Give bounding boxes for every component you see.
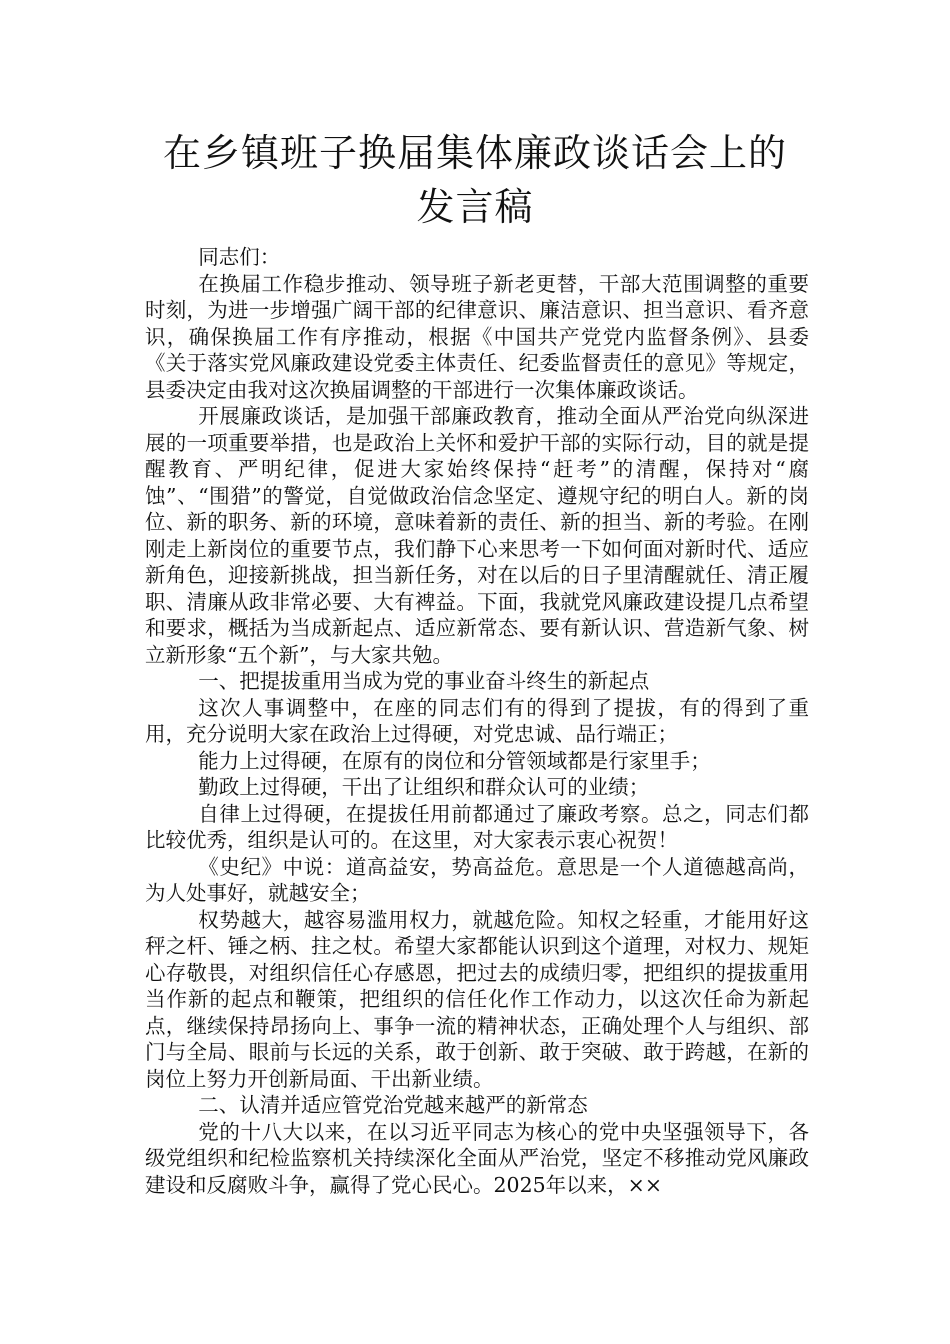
paragraph: 权势越大，越容易滥用权力，就越危险。知权之轻重，才能用好这秤之杆、锤之柄、拄之杖。希望大家都能认识到这个道理，对权力、规矩心存敬畏，对组织信任心存感恩，把过去的成绩归零，把组织的提拔重用当作新的起点和鞭策，把组织的信任化作工作动力，以这次任命为新起点，继续保持昂扬向上、事争一流的精神状态，正确处理个人与组织、部门与全局、眼前与长远的关系，敢于创新、敢于突破、敢于跨越，在新的岗位上努力开创新局面、干出新业绩。 (145, 907, 809, 1091)
paragraph: 开展廉政谈话，是加强干部廉政教育，推动全面从严治党向纵深进展的一项重要举措，也是政治上关怀和爱护干部的实际行动，目的就是提醒教育、严明纪律，促进大家始终保持“赶考”的清醒，保持对“腐蚀”、“围猎”的警觉，自觉做政治信念坚定、遵规守纪的明白人。新的岗位、新的职务、新的环境，意味着新的责任、新的担当、新的考验。在刚刚走上新岗位的重要节点，我们静下心来思考一下如何面对新时代、适应新角色，迎接新挑战，担当新任务，对在以后的日子里清醒就任、清正履职、清廉从政非常必要、大有裨益。下面，我就党风廉政建设提几点希望和要求，概括为当成新起点、适应新常态、要有新认识、营造新气象、树立新形象“五个新”，与大家共勉。 (145, 404, 809, 667)
salutation: 同志们： (198, 245, 281, 269)
paragraph: 自律上过得硬，在提拔任用前都通过了廉政考察。总之，同志们都比较优秀，组织是认可的。在这里，对大家表示衷心祝贺！ (145, 801, 809, 852)
section-heading: 二、认清并适应管党治党越来越严的新常态 (198, 1093, 588, 1117)
paragraph: 《史纪》中说：道高益安，势高益危。意思是一个人道德越高尚，为人处事好，就越安全； (145, 854, 809, 905)
paragraph: 能力上过得硬，在原有的岗位和分管领域都是行家里手； (198, 748, 711, 773)
document-title: 在乡镇班子换届集体廉政谈话会上的发言稿 (162, 131, 787, 229)
paragraph: 在换届工作稳步推动、领导班子新老更替，干部大范围调整的重要时刻，为进一步增强广阔干部的纪律意识、廉洁意识、担当意识、看齐意识，确保换届工作有序推动，根据《中国共产党党内监督条例》、县委《关于落实党风廉政建设党委主体责任、纪委监督责任的意见》等规定，县委决定由我对这次换届调整的干部进行一次集体廉政谈话。 (145, 271, 809, 402)
section-heading: 一、把提拔重用当成为党的事业奋斗终生的新起点 (198, 669, 650, 693)
paragraph: 这次人事调整中，在座的同志们有的得到了提拔，有的得到了重用，充分说明大家在政治上过得硬，对党忠诚、品行端正； (145, 695, 809, 746)
document-body (145, 244, 809, 1198)
paragraph: 党的十八大以来，在以习近平同志为核心的党中央坚强领导下，各级党组织和纪检监察机关持续深化全面从严治党，坚定不移推动党风廉政建设和反腐败斗争，赢得了党心民心。2025年以来，×× (145, 1119, 809, 1197)
paragraph: 勤政上过得硬，干出了让组织和群众认可的业绩； (198, 775, 650, 799)
